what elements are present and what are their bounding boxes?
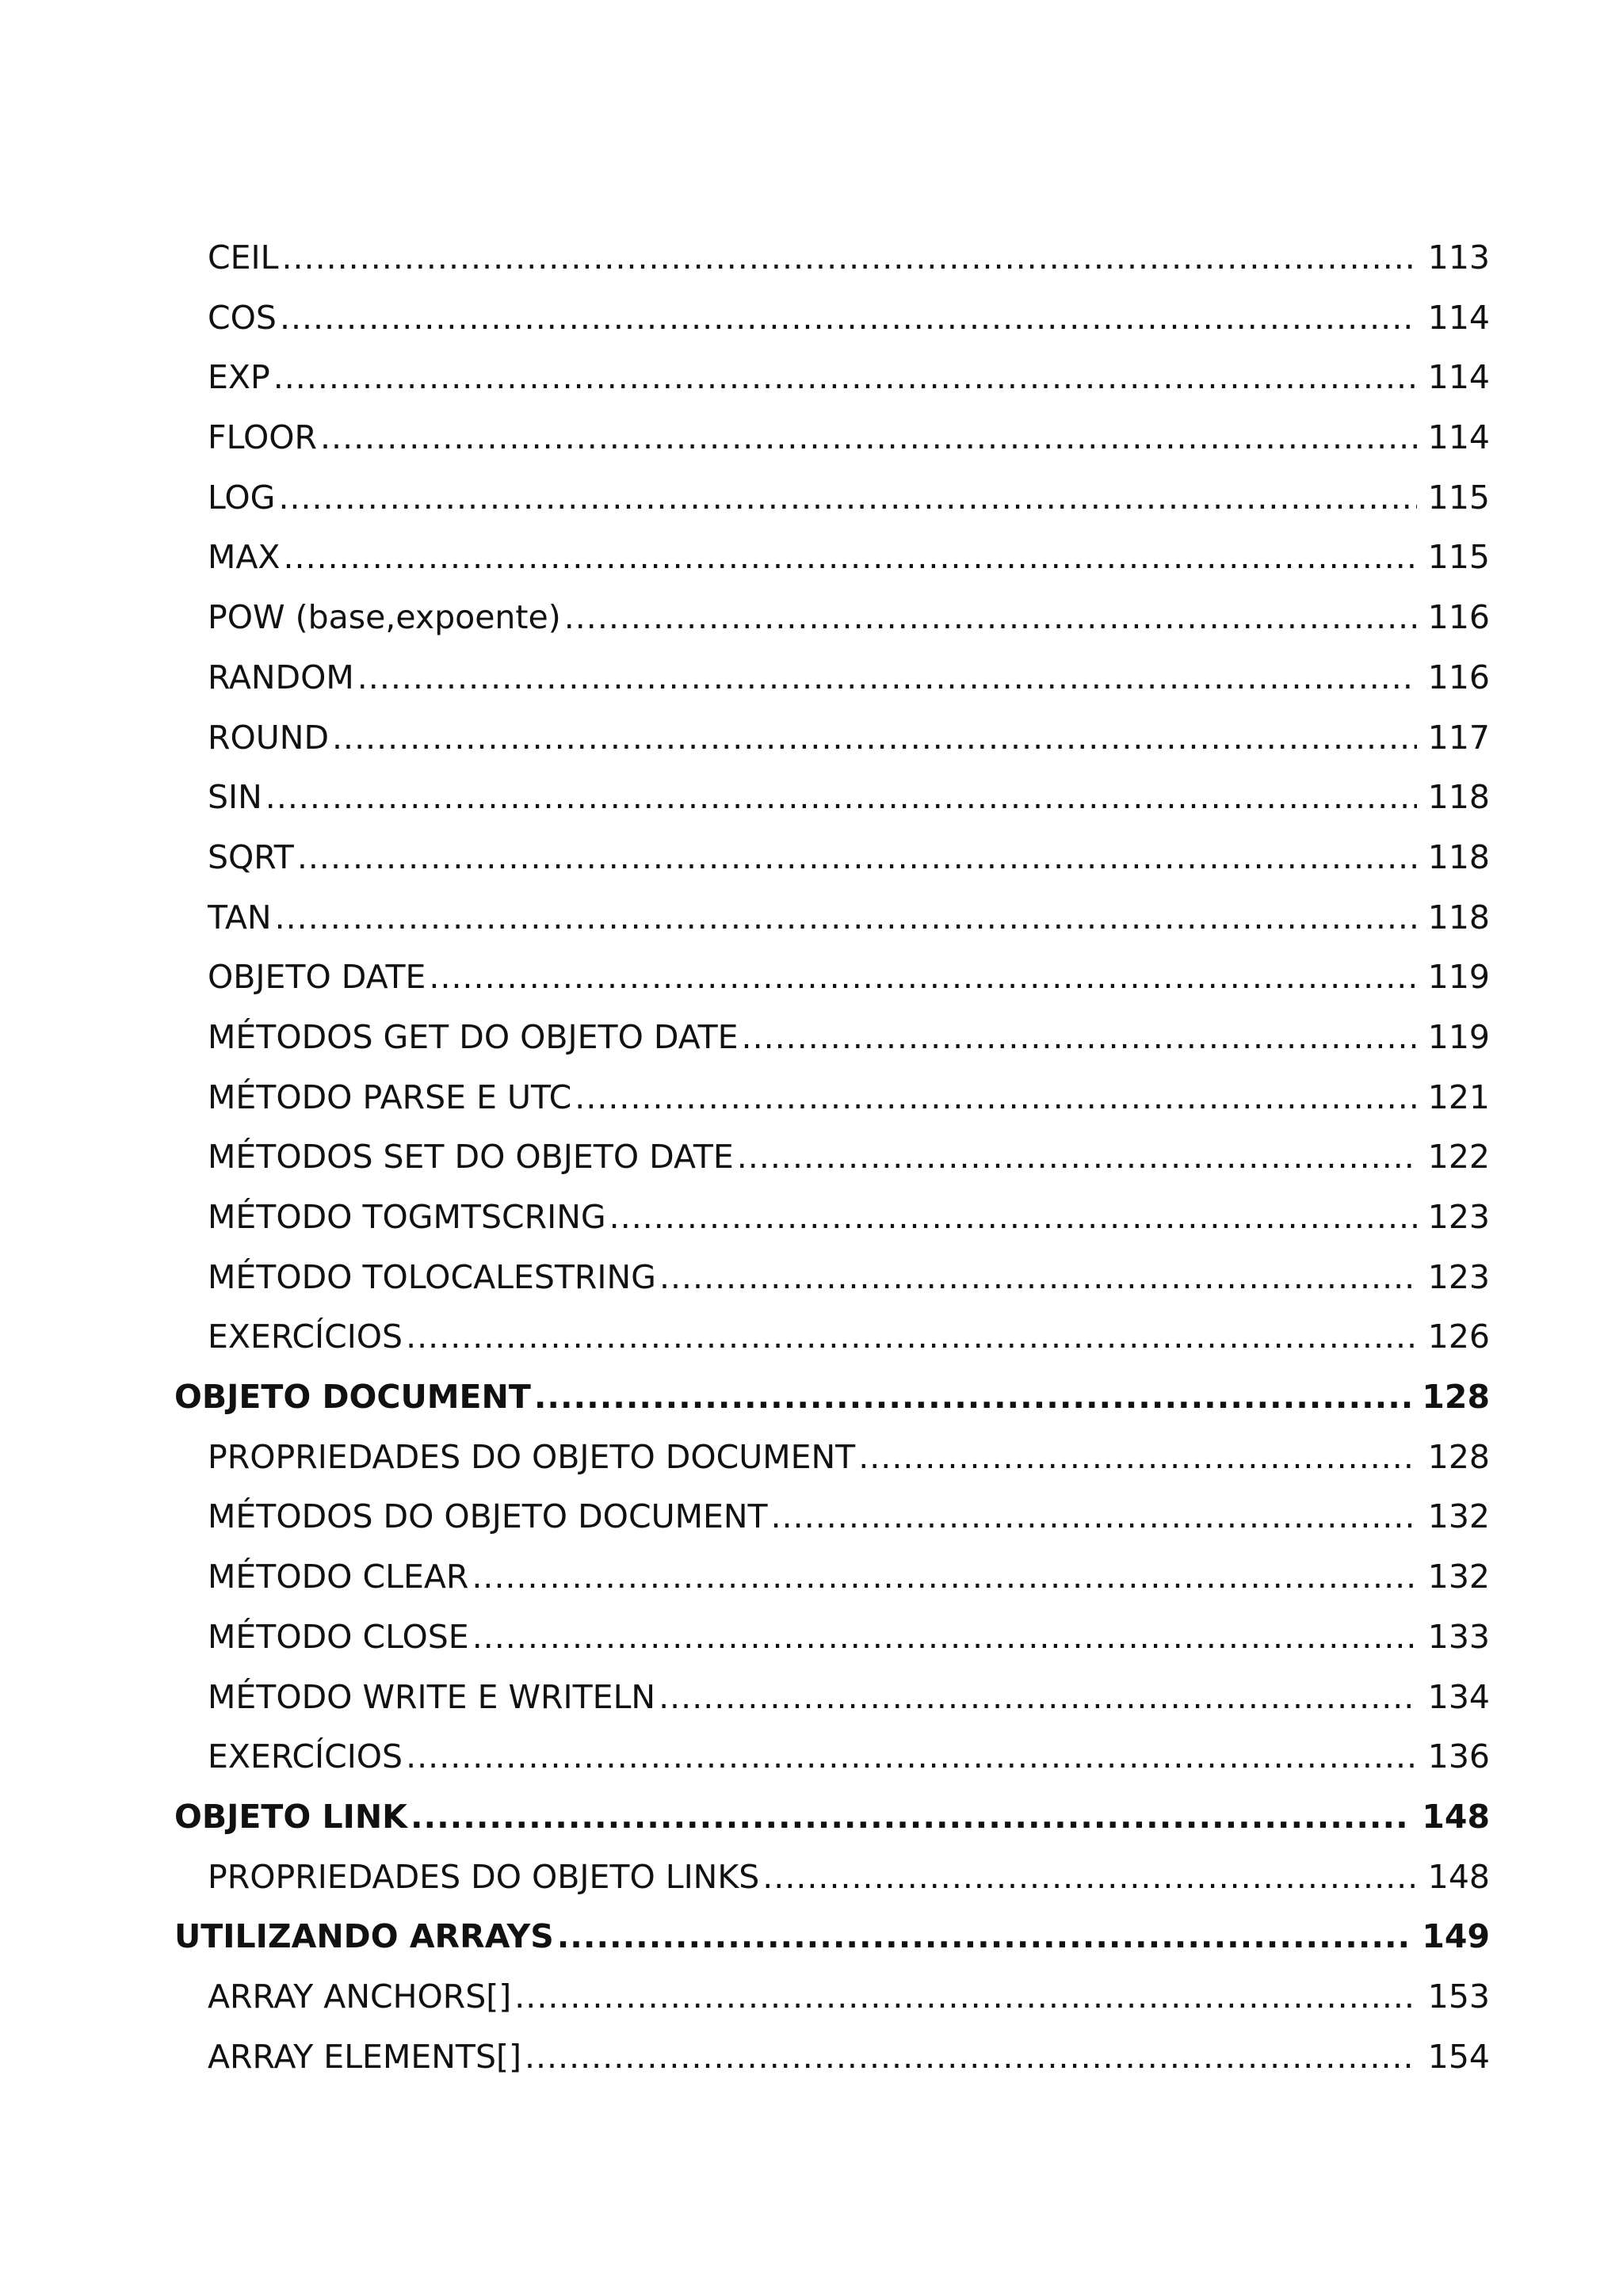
toc-dot-leader [472, 1547, 1416, 1608]
toc-entry[interactable] [174, 288, 1490, 349]
toc-entry[interactable] [174, 1547, 1490, 1608]
toc-entry[interactable] [174, 1967, 1490, 2027]
toc-dot-leader [406, 1727, 1417, 1787]
toc-dot-leader [265, 768, 1417, 828]
toc-entry-label: MAX [208, 538, 281, 577]
toc-dot-leader [284, 528, 1417, 588]
toc-entry-page: 128 [1427, 1437, 1490, 1476]
toc-dot-leader [297, 828, 1417, 888]
toc-entry-page: 121 [1427, 1077, 1490, 1116]
toc-chapter-entry[interactable] [174, 1907, 1490, 1967]
toc-entry-label: LOG [208, 478, 276, 517]
toc-entry-page: 148 [1427, 1857, 1490, 1896]
toc-dot-leader [406, 1307, 1417, 1367]
toc-dot-leader [280, 288, 1417, 349]
toc-dot-leader [609, 1188, 1417, 1248]
toc-entry-label: UTILIZANDO ARRAYS [174, 1917, 554, 1956]
toc-entry[interactable] [174, 468, 1490, 528]
toc-entry-page: 149 [1422, 1917, 1490, 1956]
toc-entry-page: 114 [1427, 418, 1490, 457]
toc-entry[interactable] [174, 1188, 1490, 1248]
toc-entry-label: MÉTODO TOGMTSCRING [208, 1198, 606, 1236]
toc-dot-leader [737, 1127, 1417, 1188]
toc-entry[interactable] [174, 1608, 1490, 1668]
toc-entry-page: 119 [1427, 1017, 1490, 1056]
toc-entry-page: 136 [1427, 1737, 1490, 1776]
toc-entry[interactable] [174, 768, 1490, 828]
toc-entry-page: 118 [1427, 837, 1490, 876]
toc-dot-leader [281, 228, 1416, 288]
toc-dot-leader [659, 1248, 1417, 1308]
toc-dot-leader [273, 348, 1417, 408]
toc-entry-label: TAN [208, 898, 272, 936]
toc-dot-leader [575, 1068, 1416, 1128]
toc-entry-page: 134 [1427, 1677, 1490, 1716]
toc-dot-leader [514, 1967, 1416, 2027]
toc-entry-label: MÉTODOS SET DO OBJETO DATE [208, 1138, 734, 1177]
toc-dot-leader [472, 1608, 1417, 1668]
toc-dot-leader [771, 1487, 1417, 1547]
toc-dot-leader [429, 948, 1416, 1008]
toc-dot-leader [762, 1848, 1416, 1908]
toc-dot-leader [659, 1668, 1417, 1728]
toc-dot-leader [564, 588, 1417, 648]
toc-entry-page: 114 [1427, 358, 1490, 397]
toc-entry[interactable] [174, 1428, 1490, 1488]
toc-entry[interactable] [174, 1848, 1490, 1908]
toc-entry-label: SQRT [208, 837, 294, 876]
toc-entry-page: 122 [1427, 1138, 1490, 1177]
toc-dot-leader [332, 708, 1417, 769]
toc-dot-leader [357, 648, 1417, 708]
toc-entry-page: 114 [1427, 298, 1490, 337]
toc-entry-label: MÉTODO CLEAR [208, 1558, 469, 1596]
toc-entry[interactable] [174, 1307, 1490, 1367]
toc-dot-leader [858, 1428, 1417, 1488]
toc-entry-page: 126 [1427, 1318, 1490, 1356]
toc-entry[interactable] [174, 408, 1490, 468]
toc-entry[interactable] [174, 348, 1490, 408]
toc-dot-leader [742, 1008, 1417, 1068]
toc-entry-label: CEIL [208, 238, 279, 277]
toc-entry-page: 113 [1427, 238, 1490, 277]
toc-chapter-entry[interactable] [174, 1787, 1490, 1848]
toc-entry-label: ARRAY ANCHORS[] [208, 1977, 512, 2016]
toc-entry-page: 153 [1427, 1977, 1490, 2016]
toc-entry[interactable] [174, 648, 1490, 708]
toc-entry-page: 117 [1427, 718, 1490, 757]
toc-entry[interactable] [174, 1008, 1490, 1068]
toc-entry-label: MÉTODO TOLOCALESTRING [208, 1257, 656, 1296]
toc-entry-page: 123 [1427, 1198, 1490, 1236]
toc-entry[interactable] [174, 1668, 1490, 1728]
toc-entry-page: 132 [1427, 1497, 1490, 1536]
toc-entry-page: 154 [1427, 2037, 1490, 2076]
toc-dot-leader [534, 1367, 1411, 1428]
toc-entry[interactable] [174, 828, 1490, 888]
toc-dot-leader [278, 468, 1416, 528]
toc-entry-page: 115 [1427, 478, 1490, 517]
toc-dot-leader [320, 408, 1417, 468]
toc-entry[interactable] [174, 528, 1490, 588]
toc-entry[interactable] [174, 888, 1490, 948]
toc-entry[interactable] [174, 708, 1490, 769]
toc-dot-leader [525, 2027, 1417, 2088]
toc-entry[interactable] [174, 588, 1490, 648]
toc-entry-label: EXP [208, 358, 270, 397]
toc-entry-page: 118 [1427, 778, 1490, 817]
toc-entry[interactable] [174, 1127, 1490, 1188]
toc-entry-label: PROPRIEDADES DO OBJETO LINKS [208, 1857, 760, 1896]
toc-entry-label: OBJETO DOCUMENT [174, 1378, 531, 1417]
toc-entry-label: OBJETO LINK [174, 1797, 407, 1836]
toc-entry-page: 123 [1427, 1257, 1490, 1296]
toc-entry-label: ARRAY ELEMENTS[] [208, 2037, 521, 2076]
toc-entry[interactable] [174, 228, 1490, 288]
toc-entry-page: 116 [1427, 658, 1490, 696]
toc-entry[interactable] [174, 1727, 1490, 1787]
toc-entry-label: COS [208, 298, 277, 337]
toc-entry-page: 148 [1422, 1797, 1490, 1836]
toc-chapter-entry[interactable] [174, 1367, 1490, 1428]
table-of-contents [174, 228, 1490, 2087]
toc-entry-label: ROUND [208, 718, 330, 757]
toc-entry-label: EXERCÍCIOS [208, 1737, 403, 1776]
toc-entry-label: MÉTODO CLOSE [208, 1617, 469, 1656]
toc-entry[interactable] [174, 1248, 1490, 1308]
toc-entry-label: MÉTODO WRITE E WRITELN [208, 1677, 656, 1716]
toc-entry-page: 133 [1427, 1617, 1490, 1656]
toc-entry[interactable] [174, 2027, 1490, 2088]
toc-entry-page: 115 [1427, 538, 1490, 577]
toc-entry-label: RANDOM [208, 658, 354, 696]
toc-entry-label: POW (base,expoente) [208, 598, 561, 637]
toc-entry-label: OBJETO DATE [208, 958, 426, 997]
toc-entry-label: SIN [208, 778, 262, 817]
toc-entry[interactable] [174, 1068, 1490, 1128]
toc-entry-page: 116 [1427, 598, 1490, 637]
toc-entry-page: 119 [1427, 958, 1490, 997]
toc-dot-leader [275, 888, 1417, 948]
toc-entry-label: FLOOR [208, 418, 317, 457]
toc-entry-label: MÉTODOS DO OBJETO DOCUMENT [208, 1497, 768, 1536]
toc-entry[interactable] [174, 948, 1490, 1008]
toc-entry-page: 118 [1427, 898, 1490, 936]
toc-entry[interactable] [174, 1487, 1490, 1547]
toc-entry-page: 128 [1422, 1378, 1490, 1417]
toc-entry-page: 132 [1427, 1558, 1490, 1596]
toc-dot-leader [557, 1907, 1411, 1967]
toc-entry-label: EXERCÍCIOS [208, 1318, 403, 1356]
toc-entry-label: PROPRIEDADES DO OBJETO DOCUMENT [208, 1437, 856, 1476]
toc-dot-leader [411, 1787, 1411, 1848]
toc-entry-label: MÉTODOS GET DO OBJETO DATE [208, 1017, 739, 1056]
toc-entry-label: MÉTODO PARSE E UTC [208, 1077, 572, 1116]
